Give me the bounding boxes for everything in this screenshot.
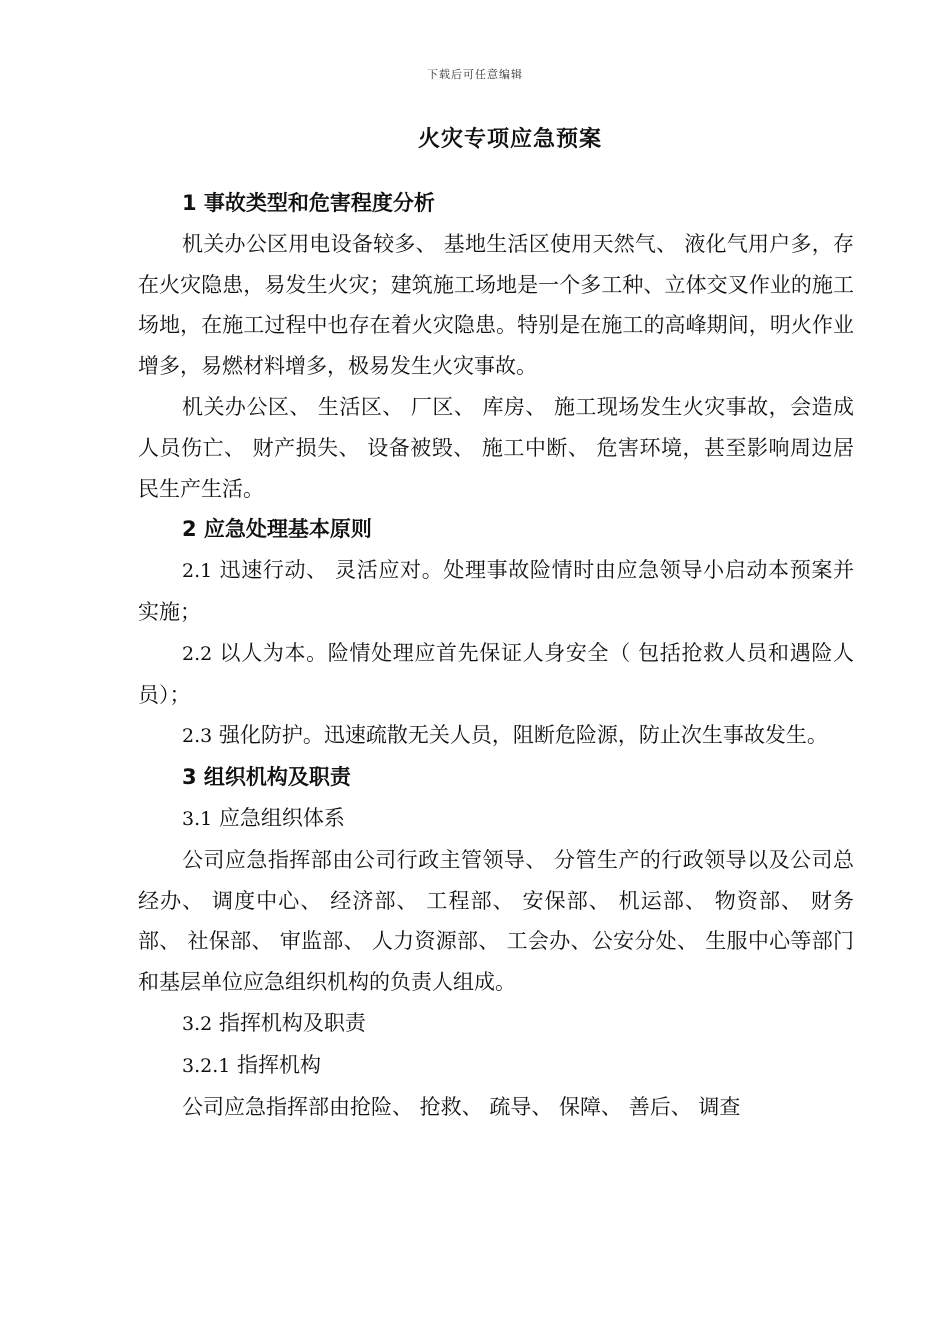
document-title: 火灾专项应急预案 [417, 127, 602, 152]
header-note: 下载后可任意编辑 [427, 68, 523, 81]
item-number: 3.2 [182, 1012, 213, 1035]
list-item [138, 550, 854, 633]
item-number: 2.1 [182, 560, 213, 583]
document-body [138, 183, 854, 1127]
section-heading: 2 应急处理基本原则 [182, 517, 372, 542]
subsection-heading [138, 1045, 854, 1087]
item-number: 3.1 [182, 807, 213, 830]
item-text: 以人为本。险情处理应首先保证人身安全（ 包括抢救人员和遇险人员）； [138, 640, 854, 707]
paragraph: 公司应急指挥部由公司行政主管领导、 分管生产的行政领导以及公司总经办、 调度中心、 经济部、 工程部、 安保部、 机运部、 物资部、 财务部、 社保部、 审监部、 人力资源部、 工会办、公安分处、 生服中心等部门和基层单位应急组织机构的负责人组成。 [138, 847, 854, 995]
subsection-heading [138, 798, 854, 840]
item-number: 2.2 [182, 642, 213, 665]
item-text: 指挥机构及职责 [212, 1010, 366, 1035]
item-text: 强化防护。迅速疏散无关人员，阻断危险源，防止次生事故发生。 [212, 723, 828, 748]
item-number: 3.2.1 [182, 1054, 231, 1077]
list-item [138, 715, 854, 757]
section-heading: 1 事故类型和危害程度分析 [182, 191, 435, 215]
item-text: 迅速行动、 灵活应对。处理事故险情时由应急领导小启动本预案并实施； [138, 558, 854, 624]
subsection-heading [138, 1003, 854, 1045]
item-number: 2.3 [182, 725, 213, 748]
paragraph: 机关办公区用电设备较多、 基地生活区使用天然气、 液化气用户多，存在火灾隐患，易发生火灾；建筑施工场地是一个多工种、立体交叉作业的施工场地，在施工过程中也存在着火灾隐患。特别是在施工的高峰期间，明火作业增多，易燃材料增多，极易发生火灾事故。 [138, 231, 854, 379]
section-heading: 3 组织机构及职责 [182, 765, 351, 790]
paragraph: 公司应急指挥部由抢险、 抢救、 疏导、 保障、 善后、 调查 [182, 1094, 741, 1119]
list-item [138, 633, 854, 716]
item-text: 指挥机构 [230, 1052, 322, 1077]
paragraph: 机关办公区、 生活区、 厂区、 库房、 施工现场发生火灾事故，会造成人员伤亡、 财产损失、 设备被毁、 施工中断、 危害环境，甚至影响周边居民生产生活。 [138, 394, 854, 501]
item-text: 应急组织体系 [212, 805, 345, 830]
